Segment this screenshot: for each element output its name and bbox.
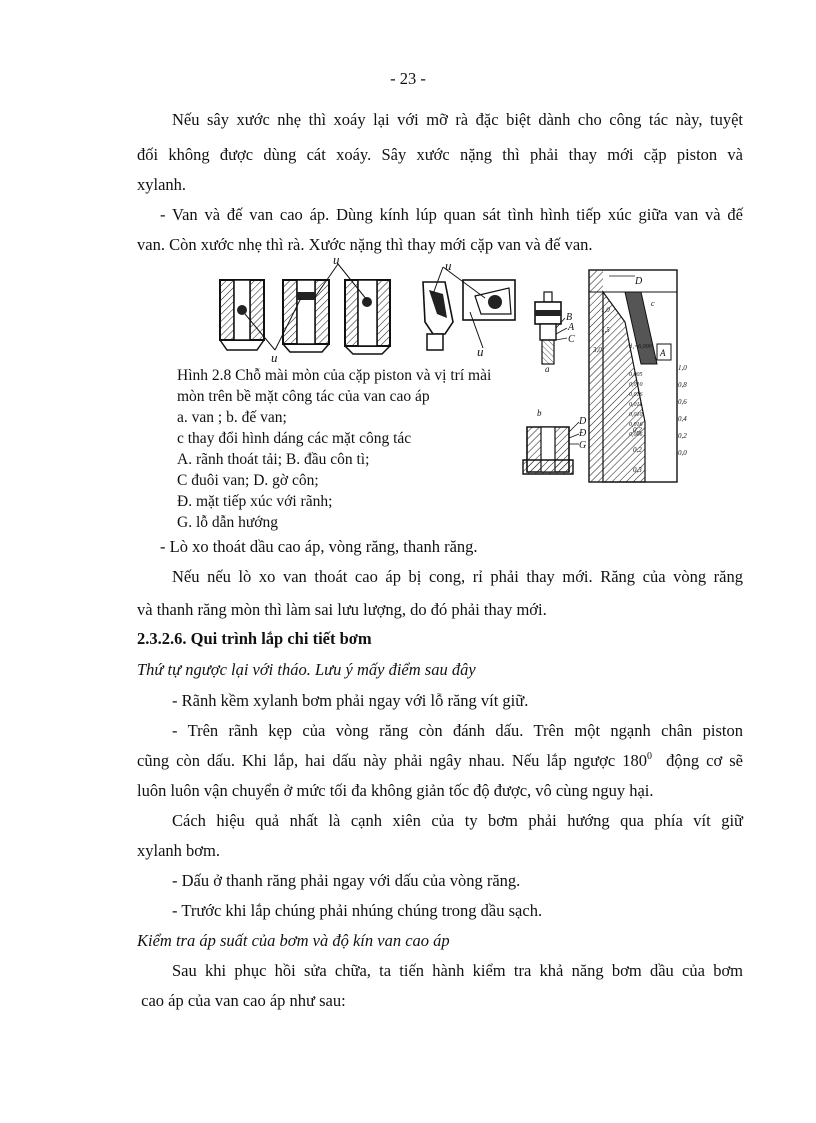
- valve-seat-b: [523, 408, 587, 474]
- label-u-top: u: [333, 252, 340, 267]
- valve-part-a: [535, 292, 575, 374]
- scale-6: 0,0: [678, 449, 687, 457]
- para5-line1: Sau khi phục hồi sửa chữa, ta tiến hành kiểm tra khả năng bơm dầu của bơm: [172, 961, 743, 980]
- caption-line-6: C đuôi van; D. gờ côn;: [177, 472, 319, 489]
- label-C: C: [568, 334, 575, 345]
- scale-1: 1,0: [678, 364, 687, 372]
- caption-line-5: A. rãnh thoát tải; B. đầu côn tì;: [177, 451, 370, 468]
- label-A-c: A: [660, 348, 666, 358]
- cylinder-view-3: [345, 280, 390, 354]
- label-u-mid2: u: [477, 344, 484, 359]
- page-number: - 23 -: [390, 69, 426, 88]
- fine-dim-5: 0,011: [629, 402, 643, 408]
- label-b: b: [537, 408, 542, 418]
- italic-note-2: Kiểm tra áp suất của bơm và độ kín van cao áp: [137, 931, 450, 950]
- para5-line2: cao áp của van cao áp như sau:: [137, 991, 346, 1010]
- bullet-1: - Rãnh kềm xylanh bơm phải ngay với lỗ răng vít giữ.: [172, 691, 529, 710]
- para4-line1: Cách hiệu quả nhất là cạnh xiên của ty bơm phải hướng qua phía vít giữ: [172, 811, 743, 830]
- label-a: a: [545, 364, 550, 374]
- dim-1: 1,0: [601, 306, 610, 314]
- caption-line-3: a. van ; b. đế van;: [177, 409, 287, 426]
- plunger-detail: [423, 258, 515, 359]
- bullet-3: - Dấu ở thanh răng phải ngay với dấu của vòng răng.: [172, 871, 521, 890]
- para1-line3: xylanh.: [137, 175, 187, 194]
- para3-line1: Nếu nếu lò xo van thoát cao áp bị cong, rỉ phải thay mới. Răng của vòng răng: [172, 567, 743, 586]
- scale-2: 0,8: [678, 381, 687, 389]
- caption-line-4: c thay đổi hình dáng các mặt công tác: [177, 430, 412, 447]
- cylinder-view-1: [220, 280, 264, 350]
- label-u-bottom: u: [271, 350, 278, 365]
- caption-line-1: Hình 2.8 Chỗ mài mòn của cặp piston và vị trí mài: [177, 367, 492, 384]
- dim-6: 0,3: [633, 466, 642, 474]
- fine-dim-3: 0,010: [629, 382, 643, 388]
- dim-3: 3,0: [593, 346, 602, 354]
- cylinder-view-2: [283, 280, 329, 352]
- caption-line-2: mòn trên bề mặt công tác của van cao áp: [177, 388, 430, 405]
- section-heading: 2.3.2.6. Qui trình lắp chi tiết bơm: [137, 629, 372, 648]
- bullet-2-line2: cũng còn dấu. Khi lắp, hai dấu này phải ngây nhau. Nếu lắp ngược $180^0$ động cơ sẽ: [137, 751, 743, 770]
- para3-line2: và thanh răng mòn thì làm sai lưu lượng, do đó phải thay mới.: [137, 600, 547, 619]
- para2-line1: - Van và đế van cao áp. Dùng kính lúp quan sát tình hình tiếp xúc giữa van và đế: [160, 205, 743, 224]
- para2-line2: van. Còn xước nhẹ thì rà. Xước nặng thì thay mới cặp van và đế van.: [137, 235, 593, 254]
- label-Dstroke: Đ: [579, 428, 587, 439]
- caption-line-8: G. lỗ dẫn hướng: [177, 514, 278, 531]
- label-u-mid: u: [445, 258, 452, 273]
- caption-line-7: Đ. mặt tiếp xúc với rãnh;: [177, 493, 333, 510]
- dim-5: 0,2: [633, 446, 642, 454]
- dim-4: 0,2: [633, 426, 642, 434]
- spring-line: - Lò xo thoát dầu cao áp, vòng răng, thanh răng.: [160, 537, 478, 556]
- bullet-4: - Trước khi lắp chúng phải nhúng chúng trong dầu sạch.: [172, 901, 543, 920]
- contact-surface-diagram: [589, 270, 687, 482]
- label-A: A: [568, 322, 575, 333]
- label-B: B: [566, 312, 573, 323]
- bullet-2-line3: luôn luôn vận chuyển ở mức tối đa không giản tốc độ được, vô cùng nguy hại.: [137, 781, 654, 800]
- fine-dim-8: 0,006: [629, 432, 643, 438]
- para1-line2: đối không được dùng cát xoáy. Sây xước nặng thì phải thay mới cặp piston và: [137, 145, 743, 164]
- fine-dim-2: 0,005: [629, 372, 643, 378]
- label-G: G: [579, 440, 587, 451]
- bullet-2-line1: - Trên rãnh kẹp của vòng răng còn đánh dấu. Trên một ngạnh chân piston: [172, 721, 743, 740]
- italic-note-1: Thứ tự ngược lại với tháo. Lưu ý mấy điểm sau đây: [137, 660, 476, 679]
- fine-dim-7: 0,016: [629, 422, 643, 428]
- fine-dim-4: 0,016: [629, 392, 643, 398]
- scale-4: 0,4: [678, 415, 687, 423]
- label-c: c: [651, 299, 655, 308]
- fine-dim-6: 0,010: [629, 412, 643, 418]
- para1-line1: Nếu sây xước nhẹ thì xoáy lại với mỡ rà đặc biệt dành cho công tác này, tuyệt: [172, 110, 743, 129]
- para4-line2: xylanh bơm.: [137, 841, 220, 860]
- scale-3: 0,6: [678, 398, 687, 406]
- label-D: D: [579, 416, 587, 427]
- dim-2: 1,5: [601, 326, 610, 334]
- scale-5: 0,2: [678, 432, 687, 440]
- fine-dim-1: d₁=6,000: [629, 344, 652, 350]
- label-D-c: D: [635, 276, 643, 287]
